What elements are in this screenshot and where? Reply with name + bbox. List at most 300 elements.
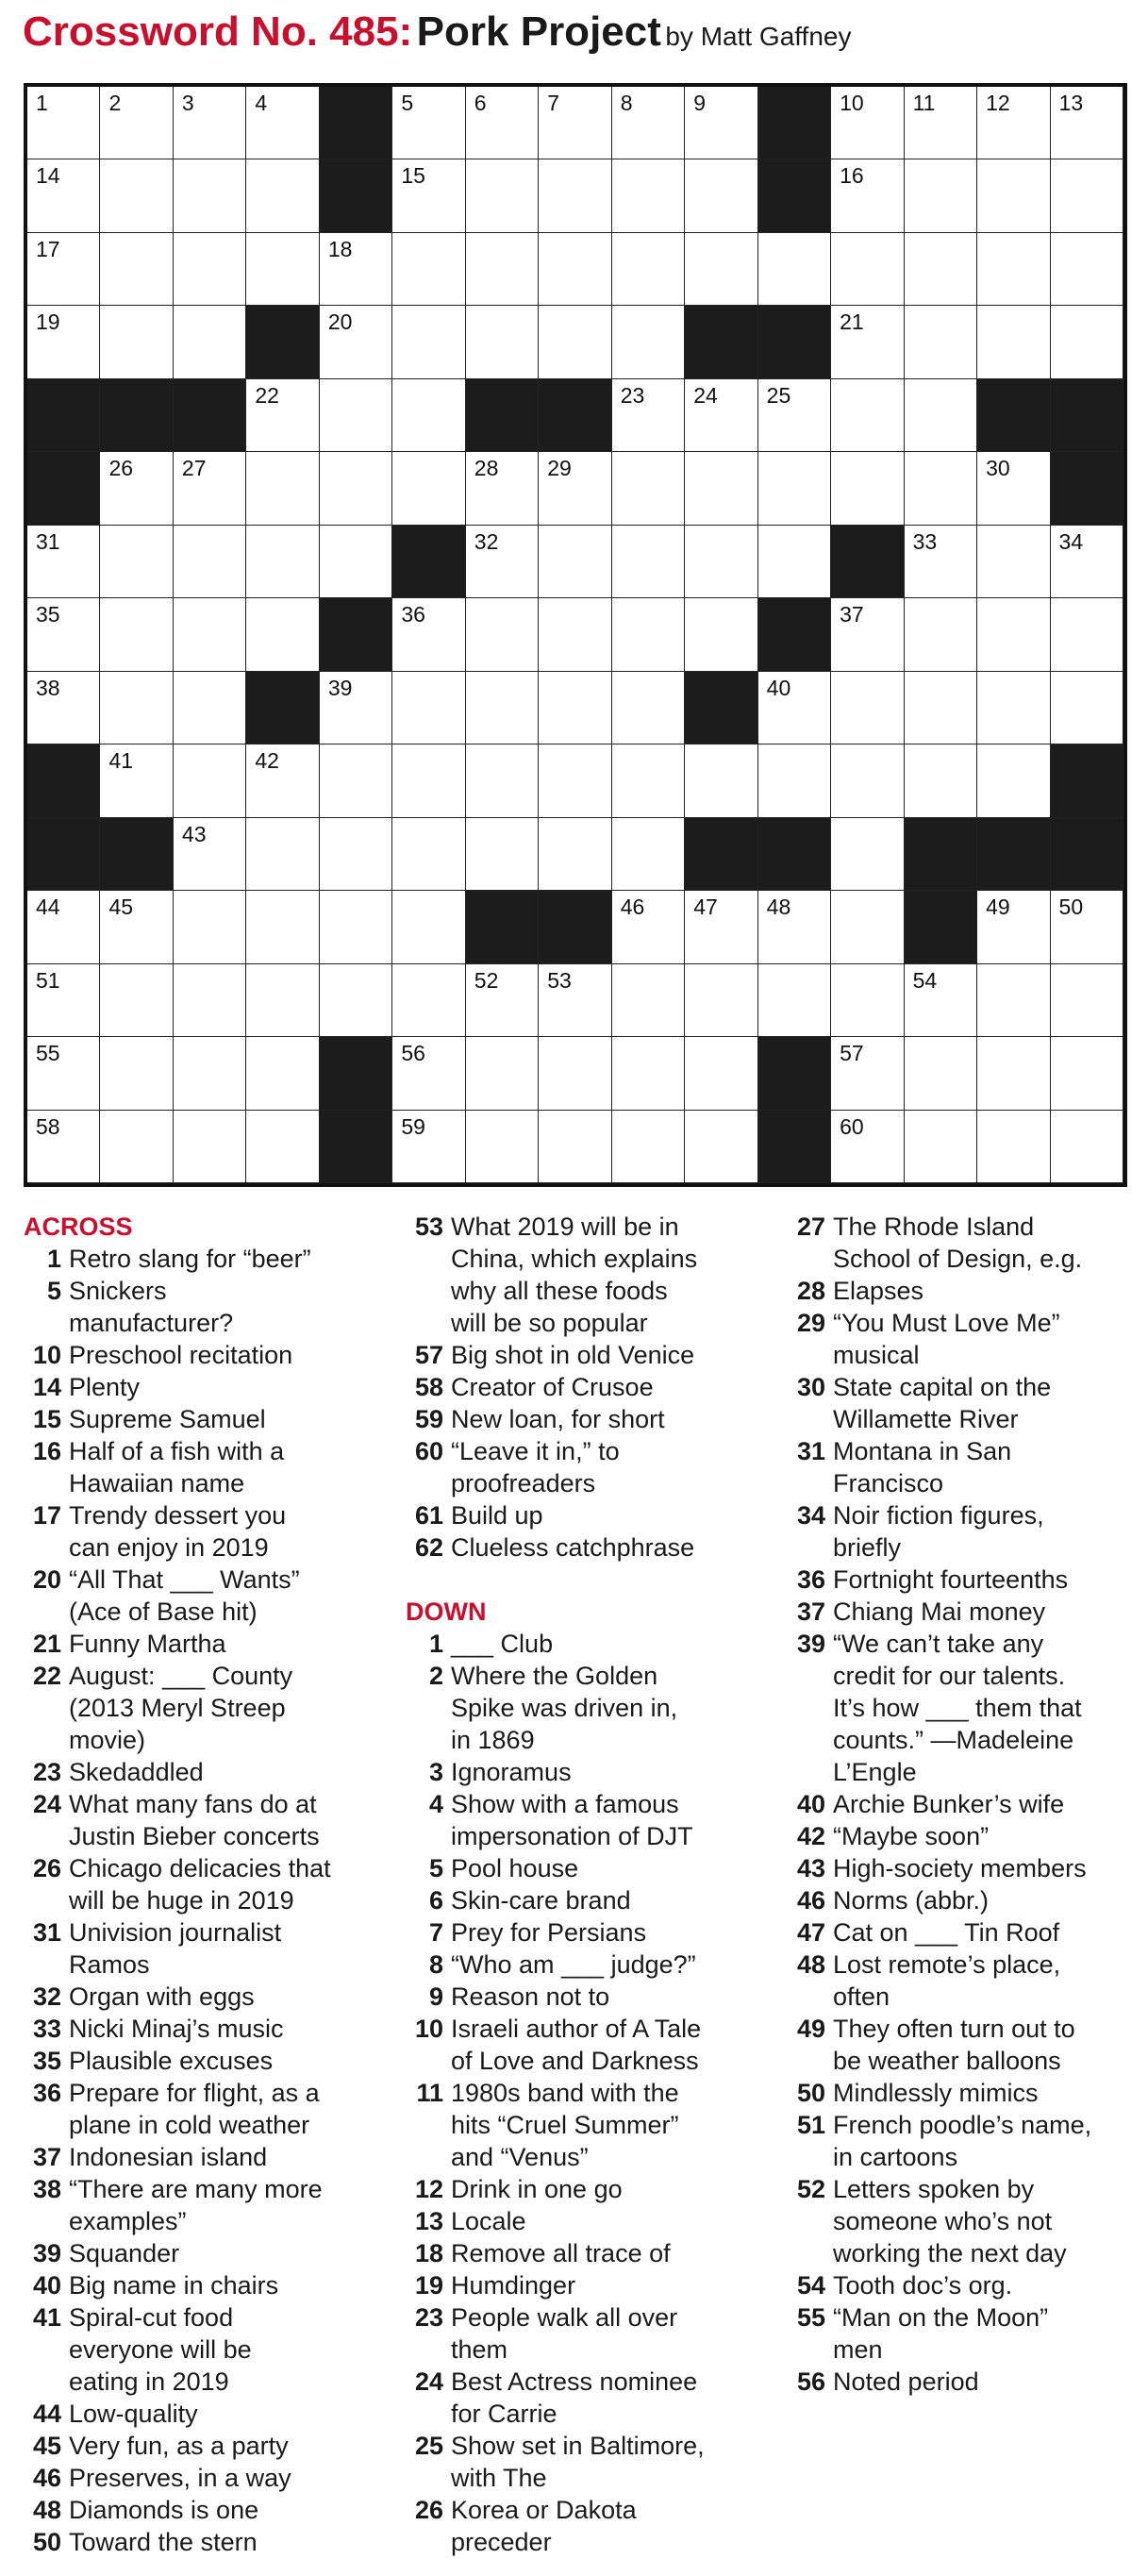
clue-number: 18 — [327, 236, 353, 261]
grid-cell[interactable] — [685, 598, 757, 671]
grid-cell[interactable] — [685, 87, 757, 159]
grid-cell[interactable] — [905, 744, 977, 817]
grid-cell[interactable] — [977, 526, 1050, 598]
grid-cell[interactable] — [246, 964, 319, 1037]
grid-cell[interactable] — [685, 1111, 757, 1183]
grid-cell[interactable] — [392, 233, 465, 306]
grid-cell[interactable] — [27, 1037, 100, 1110]
clue-item — [24, 1499, 410, 1564]
clue-number-label: 30 — [796, 1373, 825, 1401]
grid-cell[interactable] — [246, 233, 319, 306]
grid-cell[interactable] — [1051, 87, 1123, 159]
grid-cell[interactable] — [1051, 233, 1123, 306]
clue-number: 9 — [693, 91, 706, 115]
grid-cell[interactable] — [392, 87, 465, 159]
grid-cell[interactable] — [758, 964, 831, 1037]
grid-cell[interactable] — [320, 672, 392, 744]
clue-number: 58 — [36, 1113, 60, 1139]
clue-text-line: What 2019 will be in — [451, 1213, 679, 1241]
grid-cell[interactable] — [831, 1037, 904, 1110]
grid-cell[interactable] — [100, 87, 173, 159]
clue-text-line: Chicago delicacies that — [69, 1854, 331, 1882]
grid-cell[interactable] — [100, 526, 173, 598]
grid-cell[interactable] — [174, 159, 246, 232]
grid-cell[interactable] — [539, 233, 611, 306]
clue-text-line: They often turn out to — [833, 2015, 1075, 2043]
clue-text-line: Toward the stern — [69, 2528, 258, 2556]
grid-cell[interactable] — [392, 1111, 465, 1183]
grid-cell[interactable] — [1051, 1111, 1123, 1183]
grid-cell[interactable] — [392, 598, 465, 671]
clue-text-line: Half of a fish with a — [69, 1437, 285, 1465]
grid-cell[interactable] — [539, 672, 611, 744]
grid-cell[interactable] — [246, 87, 319, 159]
black-square — [320, 598, 392, 671]
grid-cell[interactable] — [612, 526, 685, 598]
grid-cell[interactable] — [685, 1037, 757, 1110]
grid-cell[interactable] — [466, 306, 539, 378]
clue-number: 45 — [108, 895, 134, 920]
clue-item — [24, 2237, 410, 2269]
clue-number-label: 59 — [414, 1405, 443, 1433]
clue-number: 27 — [181, 456, 207, 481]
grid-cell[interactable] — [320, 379, 392, 452]
grid-cell[interactable] — [466, 1111, 539, 1183]
grid-cell[interactable] — [246, 891, 319, 963]
clue-number-label: 2 — [428, 1662, 443, 1690]
grid-cell[interactable] — [612, 891, 685, 963]
grid-cell[interactable] — [320, 526, 392, 598]
grid-cell[interactable] — [539, 1111, 611, 1183]
clue-number-label: 10 — [414, 2015, 443, 2043]
clue-number-label: 40 — [32, 2271, 61, 2300]
grid-cell[interactable] — [831, 379, 904, 452]
grid-cell[interactable] — [466, 233, 539, 306]
grid-cell[interactable] — [246, 526, 319, 598]
clue-text-line: Lost remote’s place, — [833, 1950, 1061, 1979]
grid-cell[interactable] — [27, 598, 100, 671]
black-square — [685, 818, 757, 891]
clue-number-label: 46 — [32, 2464, 61, 2492]
clue-number: 43 — [181, 821, 207, 846]
clue-item — [24, 2173, 410, 2237]
clue-text-line: People walk all over — [451, 2303, 678, 2332]
clue-number: 48 — [766, 895, 791, 920]
grid-cell[interactable] — [174, 452, 246, 525]
grid-cell[interactable] — [100, 306, 173, 378]
grid-cell[interactable] — [320, 233, 392, 306]
grid-cell[interactable] — [174, 306, 246, 378]
grid-cell[interactable] — [392, 672, 465, 744]
clue-number-label: 24 — [32, 1790, 61, 1818]
clue-number: 36 — [401, 602, 425, 627]
clue-item — [406, 1403, 792, 1435]
clue-item — [24, 1403, 410, 1435]
grid-cell[interactable] — [246, 598, 319, 671]
clue-number: 14 — [36, 163, 60, 189]
grid-cell[interactable] — [466, 818, 539, 891]
clue-number-label: 27 — [796, 1213, 825, 1241]
grid-cell[interactable] — [831, 1111, 904, 1183]
grid-cell[interactable] — [320, 964, 392, 1037]
grid-cell[interactable] — [539, 744, 611, 817]
grid-cell[interactable] — [612, 452, 685, 525]
grid-cell[interactable] — [100, 744, 173, 817]
puzzle-number: Crossword No. 485: — [23, 8, 413, 55]
grid-cell[interactable] — [174, 891, 246, 963]
grid-cell[interactable] — [612, 964, 685, 1037]
grid-cell[interactable] — [831, 233, 904, 306]
clue-number: 12 — [986, 91, 1010, 115]
grid-cell[interactable] — [539, 87, 611, 159]
grid-cell[interactable] — [612, 233, 685, 306]
clue-text-line: Squander — [69, 2239, 180, 2267]
clue-item — [24, 1788, 410, 1852]
grid-cell[interactable] — [831, 306, 904, 378]
grid-cell[interactable] — [246, 818, 319, 891]
grid-cell[interactable] — [27, 964, 100, 1037]
clue-number-label: 55 — [796, 2303, 825, 2332]
grid-cell[interactable] — [100, 964, 173, 1037]
grid-cell[interactable] — [685, 891, 757, 963]
clue-item — [788, 1884, 1141, 1916]
grid-cell[interactable] — [977, 87, 1050, 159]
grid-cell[interactable] — [320, 744, 392, 817]
clue-text-line: Korea or Dakota — [451, 2496, 637, 2524]
grid-cell[interactable] — [466, 598, 539, 671]
clue-number-label: 17 — [32, 1501, 61, 1530]
grid-cell[interactable] — [977, 598, 1050, 671]
grid-cell[interactable] — [27, 87, 100, 159]
grid-cell[interactable] — [174, 233, 246, 306]
grid-cell[interactable] — [539, 1037, 611, 1110]
grid-cell[interactable] — [905, 159, 977, 232]
clue-text-line: Norms (abbr.) — [833, 1886, 990, 1915]
grid-cell[interactable] — [174, 526, 246, 598]
grid-cell[interactable] — [466, 159, 539, 232]
grid-cell[interactable] — [320, 452, 392, 525]
grid-cell[interactable] — [1051, 598, 1123, 671]
grid-cell[interactable] — [758, 233, 831, 306]
grid-cell[interactable] — [539, 818, 611, 891]
grid-cell[interactable] — [831, 891, 904, 963]
grid-cell[interactable] — [685, 159, 757, 232]
grid-cell[interactable] — [27, 306, 100, 378]
clue-text-line: Diamonds is one — [69, 2496, 259, 2524]
grid-cell[interactable] — [174, 1037, 246, 1110]
clue-number: 54 — [912, 967, 938, 993]
clue-item — [406, 1916, 792, 1949]
black-square — [905, 818, 977, 891]
clue-item — [788, 1949, 1141, 2013]
grid-cell[interactable] — [905, 452, 977, 525]
grid-cell[interactable] — [392, 744, 465, 817]
clue-text-line: Organ with eggs — [69, 1982, 255, 2011]
clue-number-label: 21 — [32, 1630, 61, 1658]
grid-cell[interactable] — [685, 744, 757, 817]
clue-number-label: 8 — [428, 1950, 443, 1979]
clue-item — [406, 2430, 792, 2494]
grid-cell[interactable] — [392, 891, 465, 963]
clue-number-label: 6 — [428, 1886, 443, 1915]
grid-cell[interactable] — [466, 672, 539, 744]
grid-cell[interactable] — [27, 233, 100, 306]
grid-cell[interactable] — [174, 672, 246, 744]
grid-cell[interactable] — [831, 598, 904, 671]
grid-cell[interactable] — [466, 87, 539, 159]
grid-cell[interactable] — [320, 306, 392, 378]
grid-cell[interactable] — [466, 964, 539, 1037]
grid-cell[interactable] — [27, 159, 100, 232]
grid-cell[interactable] — [758, 891, 831, 963]
grid-cell[interactable] — [1051, 306, 1123, 378]
black-square — [27, 452, 100, 525]
grid-cell[interactable] — [392, 452, 465, 525]
clue-item — [406, 2494, 792, 2558]
clue-text-line: Israeli author of A Tale — [451, 2015, 702, 2043]
clue-item — [24, 2526, 410, 2558]
clue-text-line: Nicki Minaj’s music — [69, 2015, 284, 2043]
grid-cell[interactable] — [100, 159, 173, 232]
clue-number-label: 40 — [796, 1790, 825, 1818]
grid-cell[interactable] — [612, 744, 685, 817]
black-square — [1051, 818, 1123, 891]
clue-text-line: School of Design, e.g. — [833, 1245, 1083, 1273]
black-square — [977, 818, 1050, 891]
grid-cell[interactable] — [831, 452, 904, 525]
clue-number: 11 — [912, 91, 936, 115]
grid-cell[interactable] — [905, 1111, 977, 1183]
grid-cell[interactable] — [685, 379, 757, 452]
grid-cell[interactable] — [612, 818, 685, 891]
grid-cell[interactable] — [831, 964, 904, 1037]
grid-cell[interactable] — [1051, 526, 1123, 598]
grid-cell[interactable] — [905, 598, 977, 671]
clue-number-label: 53 — [414, 1213, 443, 1241]
grid-cell[interactable] — [539, 964, 611, 1037]
grid-cell[interactable] — [100, 1037, 173, 1110]
black-square — [758, 818, 831, 891]
clue-number: 25 — [766, 382, 791, 408]
clue-number-label: 19 — [414, 2271, 443, 2300]
grid-cell[interactable] — [246, 379, 319, 452]
grid-cell[interactable] — [612, 87, 685, 159]
grid-cell[interactable] — [539, 159, 611, 232]
grid-cell[interactable] — [392, 159, 465, 232]
clue-item — [24, 1243, 410, 1275]
clue-column-2 — [406, 1211, 792, 2558]
grid-cell[interactable] — [1051, 159, 1123, 232]
grid-cell[interactable] — [977, 452, 1050, 525]
clue-item — [788, 1499, 1141, 1564]
grid-cell[interactable] — [977, 891, 1050, 963]
clue-text-line: often — [833, 1982, 890, 2011]
grid-cell[interactable] — [685, 964, 757, 1037]
grid-cell[interactable] — [758, 526, 831, 598]
grid-cell[interactable] — [174, 744, 246, 817]
grid-cell[interactable] — [977, 1111, 1050, 1183]
black-square — [320, 159, 392, 232]
grid-cell[interactable] — [831, 744, 904, 817]
grid-cell[interactable] — [100, 1111, 173, 1183]
grid-cell[interactable] — [466, 452, 539, 525]
grid-cell[interactable] — [27, 526, 100, 598]
clue-number: 2 — [108, 91, 122, 115]
clue-item — [406, 1531, 792, 1564]
grid-cell[interactable] — [612, 379, 685, 452]
clue-text-line: (2013 Meryl Streep — [69, 1694, 286, 1722]
grid-cell[interactable] — [174, 598, 246, 671]
grid-cell[interactable] — [1051, 672, 1123, 744]
clue-item — [788, 2366, 1141, 2398]
grid-cell[interactable] — [685, 452, 757, 525]
grid-cell[interactable] — [905, 87, 977, 159]
grid-cell[interactable] — [539, 306, 611, 378]
grid-cell[interactable] — [174, 818, 246, 891]
clue-number-label: 22 — [32, 1662, 61, 1690]
grid-cell[interactable] — [831, 818, 904, 891]
clue-number: 60 — [840, 1113, 864, 1139]
grid-cell[interactable] — [977, 306, 1050, 378]
clue-item — [24, 1981, 410, 2013]
grid-cell[interactable] — [758, 452, 831, 525]
grid-cell[interactable] — [905, 379, 977, 452]
grid-cell[interactable] — [246, 1037, 319, 1110]
clue-text-line: Francisco — [833, 1469, 944, 1497]
grid-cell[interactable] — [977, 159, 1050, 232]
grid-cell[interactable] — [977, 1037, 1050, 1110]
grid-cell[interactable] — [466, 526, 539, 598]
clue-text-line: Chiang Mai money — [833, 1597, 1046, 1626]
grid-cell[interactable] — [612, 1037, 685, 1110]
grid-cell[interactable] — [392, 818, 465, 891]
grid-cell[interactable] — [100, 233, 173, 306]
clue-number: 24 — [693, 382, 718, 408]
clue-number: 7 — [547, 91, 560, 115]
grid-cell[interactable] — [831, 159, 904, 232]
grid-cell[interactable] — [466, 744, 539, 817]
clue-item — [788, 1628, 1141, 1788]
clue-number-label: 37 — [796, 1597, 825, 1626]
grid-cell[interactable] — [905, 1037, 977, 1110]
grid-cell[interactable] — [320, 891, 392, 963]
grid-cell[interactable] — [174, 964, 246, 1037]
clue-item — [406, 1211, 792, 1339]
grid-cell[interactable] — [612, 598, 685, 671]
clue-item — [406, 2237, 792, 2269]
grid-cell[interactable] — [539, 526, 611, 598]
clue-number: 37 — [840, 602, 864, 627]
grid-cell[interactable] — [685, 526, 757, 598]
grid-cell[interactable] — [246, 452, 319, 525]
clue-text-line: briefly — [833, 1533, 902, 1562]
clue-text-line: Prepare for flight, as a — [69, 2079, 320, 2107]
grid-cell[interactable] — [977, 672, 1050, 744]
grid-cell[interactable] — [392, 306, 465, 378]
grid-cell[interactable] — [758, 379, 831, 452]
clue-number-label: 26 — [414, 2496, 443, 2524]
grid-cell[interactable] — [466, 1037, 539, 1110]
grid-cell[interactable] — [758, 672, 831, 744]
clue-number: 35 — [36, 602, 60, 627]
grid-cell[interactable] — [320, 818, 392, 891]
grid-cell[interactable] — [100, 598, 173, 671]
grid-cell[interactable] — [612, 672, 685, 744]
grid-cell[interactable] — [977, 964, 1050, 1037]
clue-number-label: 38 — [32, 2175, 61, 2203]
grid-cell[interactable] — [1051, 891, 1123, 963]
grid-cell[interactable] — [100, 672, 173, 744]
clue-item — [788, 1564, 1141, 1596]
clue-number-label: 28 — [796, 1277, 825, 1305]
grid-cell[interactable] — [831, 672, 904, 744]
grid-cell[interactable] — [612, 159, 685, 232]
grid-cell[interactable] — [612, 1111, 685, 1183]
black-square — [758, 598, 831, 671]
grid-cell[interactable] — [392, 379, 465, 452]
grid-cell[interactable] — [174, 87, 246, 159]
black-square — [466, 379, 539, 452]
grid-cell[interactable] — [758, 744, 831, 817]
clue-number: 32 — [474, 528, 499, 554]
grid-cell[interactable] — [246, 1111, 319, 1183]
grid-cell[interactable] — [392, 1037, 465, 1110]
grid-cell[interactable] — [905, 964, 977, 1037]
grid-cell[interactable] — [1051, 1037, 1123, 1110]
grid-cell[interactable] — [174, 1111, 246, 1183]
grid-cell[interactable] — [685, 233, 757, 306]
grid-cell[interactable] — [392, 964, 465, 1037]
grid-cell[interactable] — [612, 306, 685, 378]
clue-number-label: 41 — [32, 2303, 61, 2332]
clue-number: 49 — [986, 895, 1010, 920]
grid-cell[interactable] — [539, 598, 611, 671]
grid-cell[interactable] — [246, 159, 319, 232]
grid-cell[interactable] — [100, 452, 173, 525]
grid-cell[interactable] — [100, 891, 173, 963]
grid-cell[interactable] — [831, 87, 904, 159]
grid-cell[interactable] — [539, 452, 611, 525]
grid-cell[interactable] — [977, 744, 1050, 817]
clue-text-line: Snickers — [69, 1277, 167, 1305]
clue-number-label: 26 — [32, 1854, 61, 1882]
grid-cell[interactable] — [27, 891, 100, 963]
clue-item — [24, 1564, 410, 1628]
clue-text-line: Archie Bunker’s wife — [833, 1790, 1065, 1818]
grid-cell[interactable] — [905, 306, 977, 378]
clue-number-label: 39 — [32, 2239, 61, 2267]
grid-cell[interactable] — [905, 526, 977, 598]
clue-number: 52 — [474, 967, 499, 993]
grid-cell[interactable] — [27, 1111, 100, 1183]
grid-cell[interactable] — [905, 672, 977, 744]
clue-number: 4 — [255, 91, 268, 115]
crossword-grid — [24, 83, 1127, 1187]
grid-cell[interactable] — [246, 744, 319, 817]
grid-cell[interactable] — [1051, 964, 1123, 1037]
grid-cell[interactable] — [27, 672, 100, 744]
clue-text-line: Montana in San — [833, 1437, 1012, 1465]
clue-text-line: credit for our talents. — [833, 1662, 1066, 1690]
black-square — [320, 1111, 392, 1183]
clue-number: 56 — [401, 1041, 425, 1066]
clue-item — [406, 2366, 792, 2430]
grid-cell[interactable] — [977, 233, 1050, 306]
clue-number-label: 4 — [428, 1790, 443, 1818]
clue-text-line: manufacturer? — [69, 1309, 234, 1337]
clue-item — [24, 1339, 410, 1371]
grid-cell[interactable] — [905, 233, 977, 306]
